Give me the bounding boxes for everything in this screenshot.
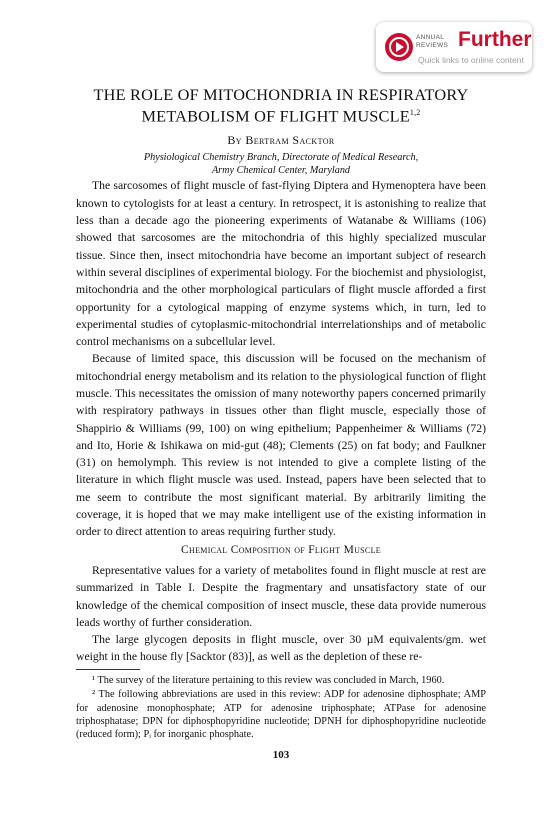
body-paragraph: The large glycogen deposits in flight muscle, over 30 µM equivalents/gm. wet weight in the house fly [Sacktor (83)], as well as the depletion of these re- — [76, 633, 486, 664]
annual-reviews-further-badge[interactable] — [376, 22, 532, 72]
body-paragraph: The sarcosomes of flight muscle of fast-flying Diptera and Hymenoptera have been known to cytologists for at least a century. In retrospect, it is astonishing to realize that less than a decade ago the pioneering experiments of Watanabe & Williams (106) showed that sarcosomes are the mitochondria of this highly specialized muscular tissue. Since then, insect mitochondria have become an important subject of research within several disciplines of experimental biology. For the biochemist and physiologist, mitochondria and the other morphological particulars of flight muscle afforded a first opportunity for a cytological mapping of enzyme systems which, in turn, led to experimental studies of cytoplasmic-mitochondrial interrelationships and of metabolic control mechanisms on a subcellular level. — [76, 179, 486, 349]
article-body — [76, 177, 486, 665]
annual-reviews-logo-icon — [384, 32, 414, 62]
page-number: 103 — [272, 748, 290, 761]
footnote: ² The following abbreviations are used in this review: ADP for adenosine diphosphate; AMP for adenosine monophosphate; ATP for adenosine triphosphate; ATPase for adenosine triphosphatase; DPN for diphosphopyridine nucleotide; DPNH for diphosphopyridine nucleotide (reduced form); Pᵢ for inorganic phosphate. — [76, 689, 486, 741]
footnote: ¹ The survey of the literature pertaining to this review was concluded in March, 1960. — [92, 674, 445, 686]
further-label: Further — [458, 28, 532, 51]
article-page — [76, 86, 486, 761]
footnotes — [76, 674, 486, 742]
quick-links-subtitle: Quick links to online content — [418, 55, 524, 65]
author-affiliation: Physiological Chemistry Branch, Directorate of Medical Research, Army Chemical Center, Maryland — [143, 152, 419, 177]
footnote-divider — [76, 669, 140, 670]
title-footnote-markers: 1,2 — [409, 108, 421, 117]
section-heading: Chemical Composition of Flight Muscle — [181, 543, 381, 556]
body-paragraph: Because of limited space, this discussion will be focused on the mechanism of mitochondrial energy metabolism and its relation to the physiological function of flight muscle. This necessitates the omission of many noteworthy papers concerned primarily with respiratory pathways in tissues other than flight muscle, especially those of Shappirio & Williams (99, 100) on wing epithelium; Pappenheimer & Williams (72) and Ito, Horie & Ishikawa on mid-gut (48); Clements (25) on fat body; and Faulkner (31) on hemolymph. This review is not intended to give a complete listing of the literature in which flight muscle was used. Instead, papers have been selected that to me seem to contribute the most significant material. By arbitrarily limiting the coverage, it is hoped that we may make intelligent use of the existing information in order to direct attention to areas requiring further study. — [76, 352, 486, 539]
annual-reviews-wordmark: ANNUAL REVIEWS — [416, 34, 449, 49]
author-byline: By Bertram Sacktor — [227, 133, 335, 148]
article-title: THE ROLE OF MITOCHONDRIA IN RESPIRATORY METABOLISM OF FLIGHT MUSCLE$^{1,2}$ — [93, 85, 469, 126]
body-paragraph: Representative values for a variety of metabolites found in flight muscle at rest are summarized in Table I. Despite the fragmentary and unsatisfactory state of our knowledge of the chemical composition of insect muscle, these data provide numerous leads worthy of further consideration. — [76, 563, 486, 629]
